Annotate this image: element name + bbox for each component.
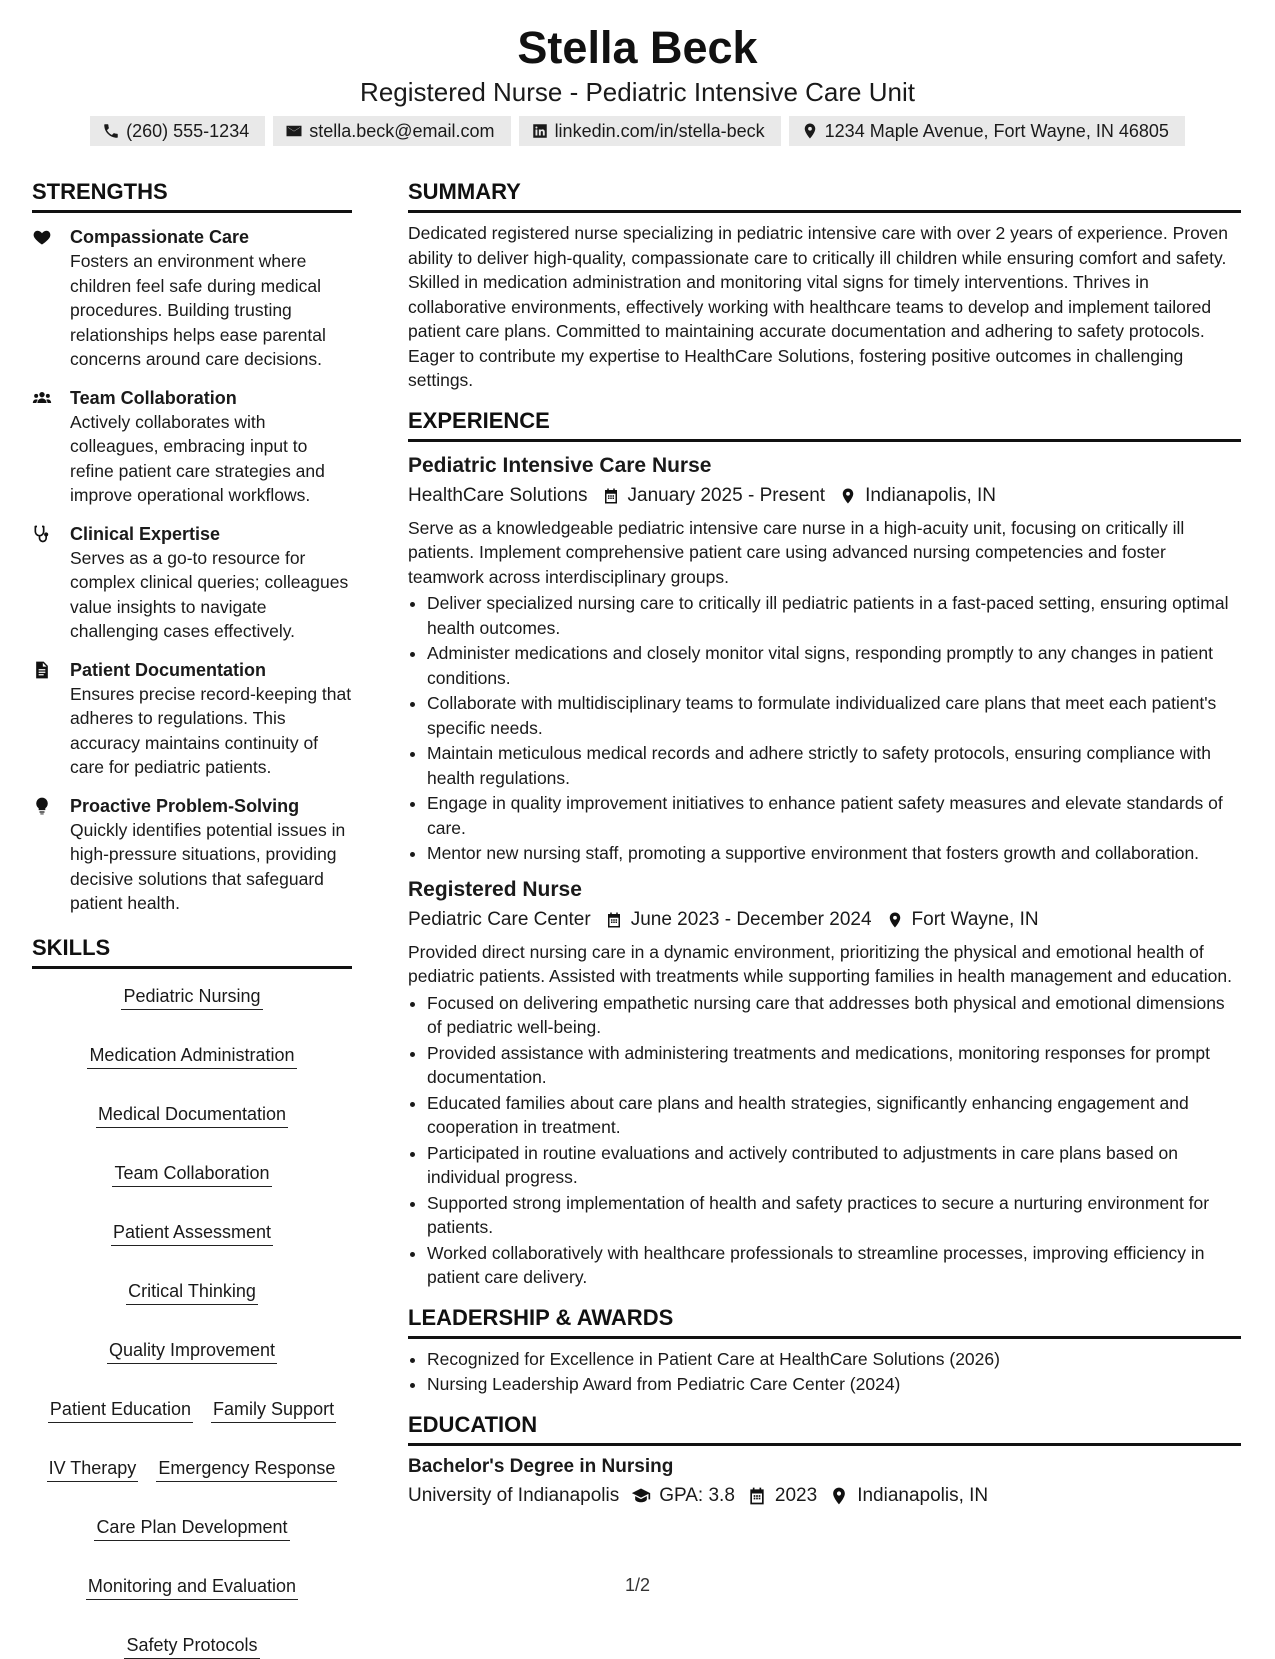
phone-icon xyxy=(102,122,120,140)
strength-desc: Quickly identifies potential issues in high-pressure situations, providing decisive solutions that safeguard patient health. xyxy=(70,819,346,913)
school-name: University of Indianapolis xyxy=(408,1484,620,1506)
education-meta xyxy=(408,1482,1241,1510)
graduation-cap-icon xyxy=(631,1486,651,1506)
award-item: • Nursing Leadership Award from Pediatric Care Center (2024) xyxy=(427,1372,1241,1397)
strength-desc: Serves as a go-to resource for complex clinical queries; colleagues value insights to navigate challenging cases effectively. xyxy=(70,547,349,641)
skill-tag: Quality Improvement xyxy=(107,1337,277,1364)
envelope-icon xyxy=(285,122,303,140)
job-bullet: • Maintain meticulous medical records and adhere strictly to safety protocols, ensuring compliance with health regulations. xyxy=(427,741,1241,790)
education-heading: EDUCATION xyxy=(408,1411,1241,1446)
strength-title: Team Collaboration xyxy=(70,387,237,408)
linkedin-icon xyxy=(531,122,549,140)
company-name: Pediatric Care Center xyxy=(408,908,591,930)
skill-tag: Patient Assessment xyxy=(111,1219,273,1246)
strength-item xyxy=(32,522,352,644)
contact-phone[interactable] xyxy=(90,116,265,146)
job-bullet: • Focused on delivering empathetic nursing care that addresses both physical and emotional dimensions of pediatric well-being. xyxy=(427,991,1241,1040)
job-description: Serve as a knowledgeable pediatric intensive care nurse in a high-acuity unit, focusing on critically ill patients. Implement comprehensive patient care using advanced nursing competencies and foster teamwork across interdisciplinary groups. xyxy=(408,517,1185,587)
strength-title: Proactive Problem-Solving xyxy=(70,795,300,816)
job-entry xyxy=(408,452,1241,866)
summary-text: Dedicated registered nurse specializing in pediatric intensive care with over 2 years of experience. Proven ability to deliver high-quality, compassionate care to critically ill children while ensuring comfort and safety. Skilled in medication administration and monitoring vital signs for timely interventions. Thrives in collaborative environments, effectively working with healthcare teams to develop and implement tailored patient care plans. Committed to maintaining accurate documentation and adhering to safety protocols. Eager to contribute my expertise to HealthCare Solutions, fostering positive outcomes in challenging settings. xyxy=(408,223,1229,390)
map-pin-icon xyxy=(886,911,904,929)
strength-desc: Fosters an environment where children feel safe during medical procedures. Building trusting relationships helps ease parental concerns around care decisions. xyxy=(70,251,326,369)
company-name: HealthCare Solutions xyxy=(408,484,588,506)
job-dates: January 2025 - Present xyxy=(627,484,826,506)
job-location: Indianapolis, IN xyxy=(865,484,997,506)
job-bullet: • Engage in quality improvement initiatives to enhance patient safety measures and elevate standards of care. xyxy=(427,791,1241,840)
map-pin-icon xyxy=(801,122,819,140)
job-title: Registered Nurse xyxy=(408,877,582,901)
job-bullet: • Administer medications and closely monitor vital signs, responding promptly to any changes in patient conditions. xyxy=(427,641,1241,690)
skill-tag: Monitoring and Evaluation xyxy=(86,1573,298,1600)
skills-heading: SKILLS xyxy=(32,934,352,969)
summary-heading: SUMMARY xyxy=(408,178,1241,213)
job-bullets xyxy=(408,591,1241,866)
strength-item xyxy=(32,386,352,508)
job-entry xyxy=(408,876,1241,1290)
skill-tag: Family Support xyxy=(211,1396,336,1423)
skill-tag: Team Collaboration xyxy=(112,1160,271,1187)
skill-tag: Critical Thinking xyxy=(126,1278,258,1305)
job-meta xyxy=(408,906,1241,934)
calendar-icon xyxy=(747,1486,767,1506)
job-bullet: • Deliver specialized nursing care to critically ill pediatric patients in a fast-paced setting, ensuring optimal health outcomes. xyxy=(427,591,1241,640)
strength-item xyxy=(32,794,352,916)
skill-tag: Medical Documentation xyxy=(96,1101,288,1128)
award-item: • Recognized for Excellence in Patient Care at HealthCare Solutions (2026) xyxy=(427,1347,1241,1372)
left-column xyxy=(32,178,352,1659)
right-column xyxy=(408,178,1241,1659)
skill-tag: Emergency Response xyxy=(156,1455,337,1482)
email-text: stella.beck@email.com xyxy=(309,121,495,141)
job-title: Pediatric Intensive Care Nurse xyxy=(408,453,712,477)
job-description: Provided direct nursing care in a dynamic environment, prioritizing the physical and emotional health of pediatric patients. Assisted with treatments while supporting families in health management and education. xyxy=(408,941,1232,986)
job-dates: June 2023 - December 2024 xyxy=(630,908,872,930)
strength-title: Compassionate Care xyxy=(70,227,250,247)
skills-list xyxy=(32,983,352,1659)
strengths-list xyxy=(32,225,352,916)
degree-title: Bachelor's Degree in Nursing xyxy=(408,1455,674,1477)
resume-header xyxy=(0,0,1275,146)
experience-heading: EXPERIENCE xyxy=(408,407,1241,442)
job-meta xyxy=(408,482,1241,510)
strength-desc: Actively collaborates with colleagues, embracing input to refine patient care strategies and improve operational workflows. xyxy=(70,411,325,505)
address-text: 1234 Maple Avenue, Fort Wayne, IN 46805 xyxy=(824,121,1169,141)
contact-address[interactable] xyxy=(789,116,1185,146)
resume-body xyxy=(32,178,1243,1659)
skill-tag: IV Therapy xyxy=(47,1455,139,1482)
stethoscope-icon xyxy=(32,524,52,544)
candidate-title: Registered Nurse - Pediatric Intensive Care Unit xyxy=(360,77,915,107)
job-bullet: • Supported strong implementation of health and safety practices to secure a nurturing environment for patients. xyxy=(427,1191,1241,1240)
skill-tag: Pediatric Nursing xyxy=(121,983,262,1010)
strengths-heading: STRENGTHS xyxy=(32,178,352,213)
job-location: Fort Wayne, IN xyxy=(911,908,1039,930)
job-bullet: • Worked collaboratively with healthcare professionals to streamline processes, improving efficiency in patient care delivery. xyxy=(427,1241,1241,1290)
calendar-icon xyxy=(605,911,623,929)
document-icon xyxy=(32,660,52,680)
skill-tag: Safety Protocols xyxy=(124,1632,259,1659)
job-bullet: • Provided assistance with administering treatments and medications, monitoring responses for prompt documentation. xyxy=(427,1041,1241,1090)
contact-email[interactable] xyxy=(273,116,510,146)
school-location: Indianapolis, IN xyxy=(857,1484,989,1506)
contact-linkedin[interactable] xyxy=(519,116,781,146)
skill-tag: Care Plan Development xyxy=(94,1514,289,1541)
job-bullet: • Educated families about care plans and health strategies, significantly enhancing engagement and cooperation in treatment. xyxy=(427,1091,1241,1140)
contact-bar xyxy=(0,116,1275,146)
graduation-year: 2023 xyxy=(774,1484,818,1506)
map-pin-icon xyxy=(839,487,857,505)
job-bullets xyxy=(408,991,1241,1290)
phone-text: (260) 555-1234 xyxy=(126,121,250,141)
heart-icon xyxy=(32,227,52,247)
job-bullet: • Collaborate with multidisciplinary teams to formulate individualized care plans that meet each patient's specific needs. xyxy=(427,691,1241,740)
strength-item xyxy=(32,225,352,372)
lightbulb-icon xyxy=(32,796,52,816)
strength-item xyxy=(32,658,352,780)
linkedin-text: linkedin.com/in/stella-beck xyxy=(554,121,765,141)
calendar-icon xyxy=(602,487,620,505)
strength-desc: Ensures precise record-keeping that adheres to regulations. This accuracy maintains continuity of care for pediatric patients. xyxy=(70,683,352,777)
job-bullet: • Participated in routine evaluations and actively contributed to adjustments in care plans based on individual progress. xyxy=(427,1141,1241,1190)
strength-title: Clinical Expertise xyxy=(70,523,221,544)
awards-list xyxy=(408,1347,1241,1397)
candidate-name: Stella Beck xyxy=(517,22,758,73)
page-number: 1/2 xyxy=(624,1575,651,1595)
strength-title: Patient Documentation xyxy=(70,659,267,680)
skill-tag: Patient Education xyxy=(48,1396,193,1423)
gpa: GPA: 3.8 xyxy=(659,1484,735,1506)
job-bullet: • Mentor new nursing staff, promoting a supportive environment that fosters growth and collaboration. xyxy=(427,841,1241,866)
skill-tag: Medication Administration xyxy=(87,1042,296,1069)
map-pin-icon xyxy=(829,1486,849,1506)
users-icon xyxy=(32,388,52,408)
leadership-heading: LEADERSHIP & AWARDS xyxy=(408,1304,1241,1339)
